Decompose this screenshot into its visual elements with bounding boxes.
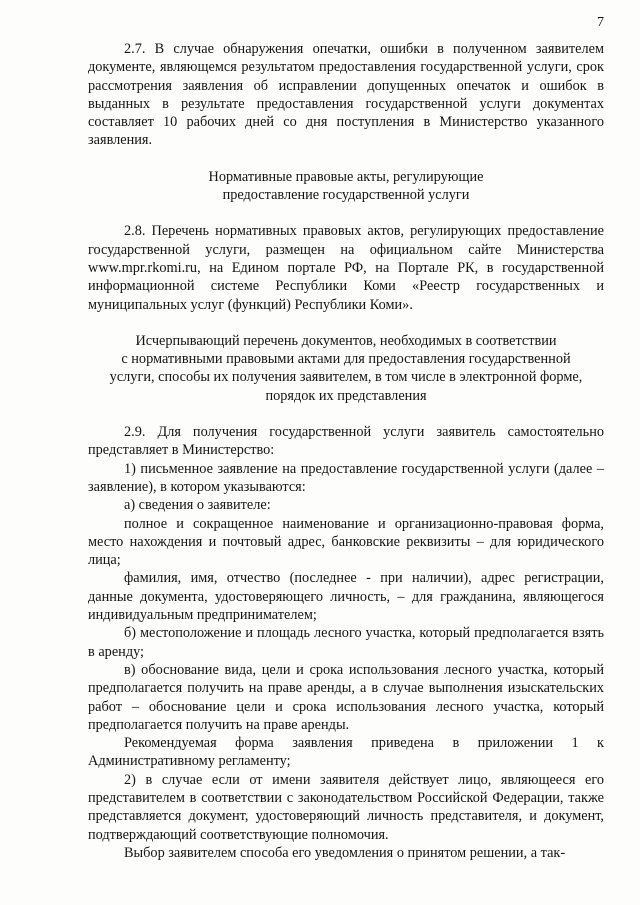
heading-line: порядок их представления xyxy=(265,387,427,404)
heading-line: с нормативными правовыми актами для предоставления государственной xyxy=(121,351,571,368)
heading-line: услуги, способы их получения заявителем, в том числе в электронной форме, xyxy=(109,369,583,386)
paragraph-2-8: 2.8. Перечень нормативных правовых актов, регулирующих предоставление государственной услуги, размещен на официальном сайте Министерства www.mpr.rkomi.ru, на Едином портале РФ, на Портале РК, в государственной информационной системе Республики Коми «Реестр государственных и муниципальных услуг (функций) Республики Коми». xyxy=(88,223,604,313)
list-item-a-legal-entity: полное и сокращенное наименование и организационно-правовая форма, место нахождения и почтовый адрес, банковские реквизиты – для юридического лица; xyxy=(88,515,604,569)
list-item-2: 2) в случае если от имени заявителя действует лицо, являющееся его представителем в соответствии с законодательством Российской Федерации, также представляется документ, удостоверяющий личность представителя, и документ, подтверждающий соответствующие полномочия. xyxy=(88,771,604,843)
spacer xyxy=(88,405,604,423)
document-body xyxy=(88,40,604,862)
list-item-a: а) сведения о заявителе: xyxy=(124,497,271,514)
spacer xyxy=(88,150,604,168)
list-item-1: 1) письменное заявление на предоставление государственной услуги (далее – заявление), в котором указываются: xyxy=(88,460,604,495)
heading-line: предоставление государственной услуги xyxy=(222,187,470,204)
spacer xyxy=(88,204,604,222)
section-heading-documents xyxy=(88,332,604,405)
heading-line: Исчерпывающий перечень документов, необходимых в соответствии xyxy=(135,332,557,349)
paragraph-2-7: 2.7. В случае обнаружения опечатки, ошибки в полученном заявителем документе, являющемся результатом предоставления государственной услуги, срок рассмотрения заявления об исправлении допущенных опечаток и ошибок в выданных в результате предоставления государственной услуги документах составляет 10 рабочих дней со дня поступления в Министерство указанного заявления. xyxy=(88,41,604,149)
list-item-v: в) обоснование вида, цели и срока использования лесного участка, который предполагается получить на праве аренды, а в случае выполнения изыскательских работ – обоснование цели и срока использования лесного участка, который предполагается получить на праве аренды. xyxy=(88,661,604,733)
heading-line: Нормативные правовые акты, регулирующие xyxy=(208,168,484,185)
page-number: 7 xyxy=(597,15,604,30)
trailing-line: Выбор заявителем способа его уведомления о принятом решении, а так- xyxy=(124,844,566,861)
spacer xyxy=(88,314,604,332)
paragraph-2-9: 2.9. Для получения государственной услуги заявитель самостоятельно представляет в Министерство: xyxy=(88,424,604,459)
list-item-a-individual: фамилия, имя, отчество (последнее - при наличии), адрес регистрации, данные документа, удостоверяющего личность, – для гражданина, являющегося индивидуальным предпринимателем; xyxy=(88,570,604,624)
list-item-b: б) местоположение и площадь лесного участка, который предполагается взять в аренду; xyxy=(88,625,604,660)
form-note: Рекомендуемая форма заявления приведена в приложении 1 к Административному регламенту; xyxy=(88,735,604,770)
section-heading-normative-acts xyxy=(88,168,604,205)
